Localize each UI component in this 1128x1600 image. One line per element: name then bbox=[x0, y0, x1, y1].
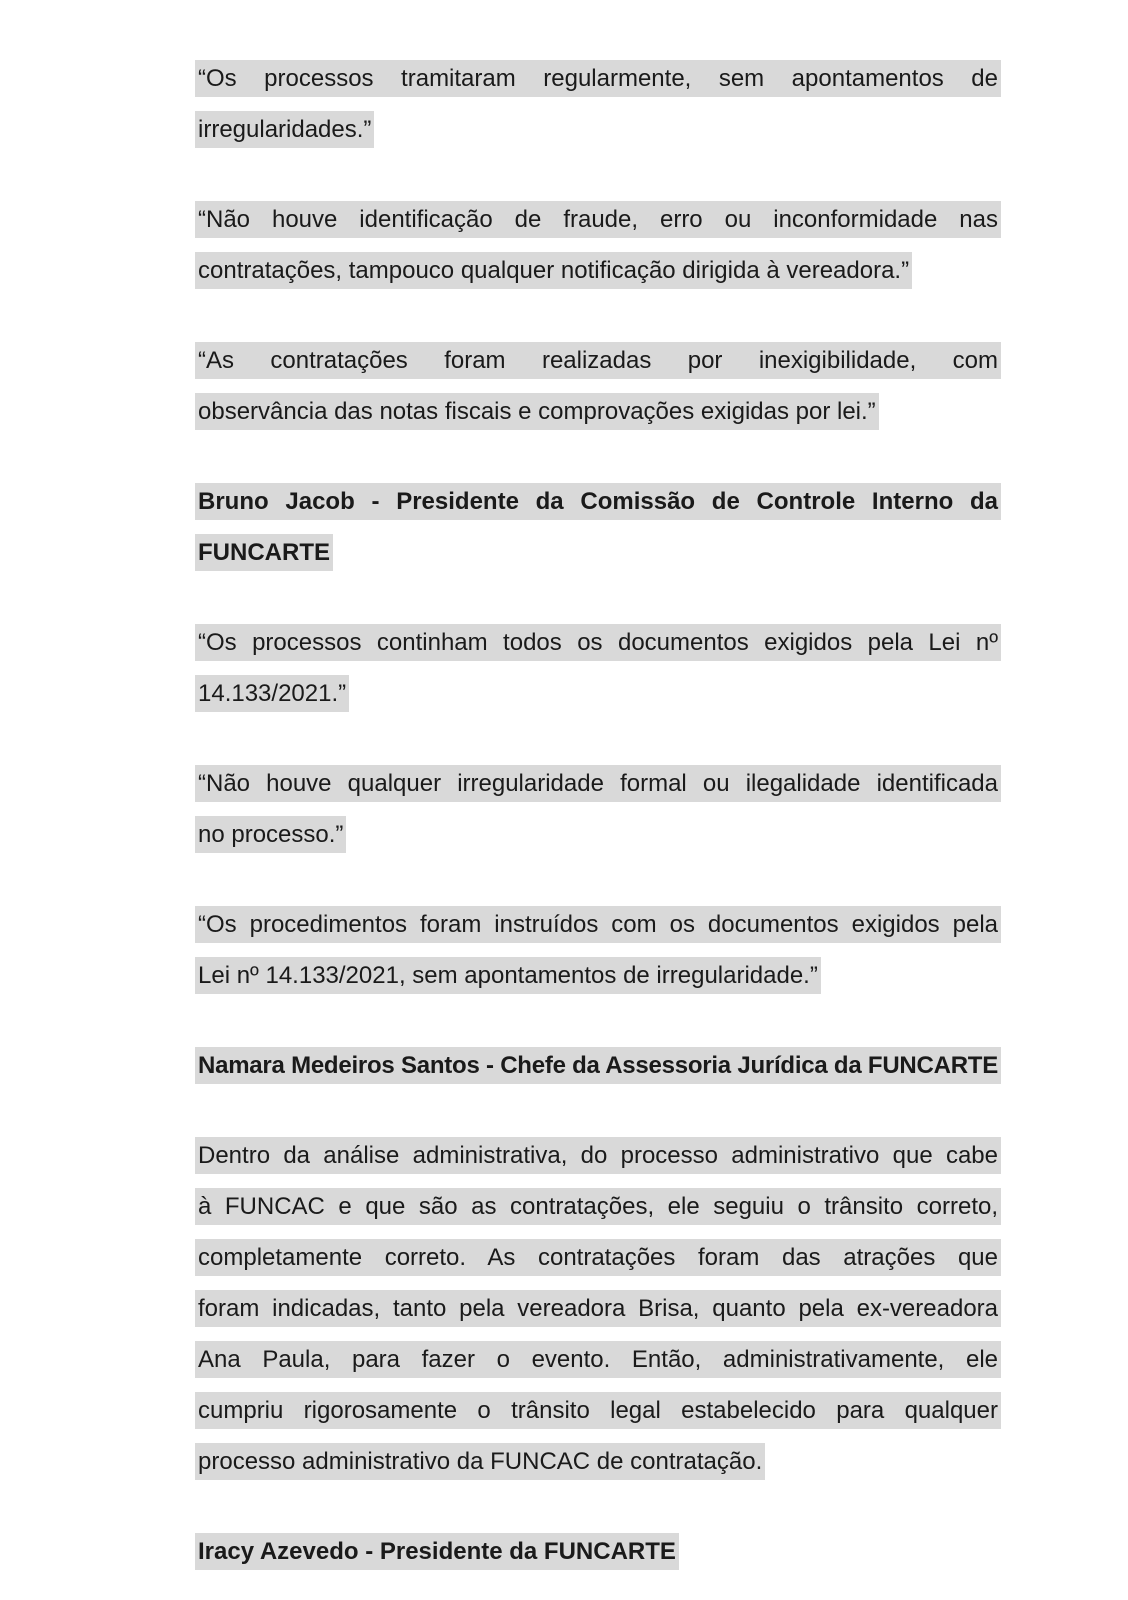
highlighted-text: completamente correto. As contratações foram das atrações que bbox=[195, 1239, 1001, 1276]
document bbox=[195, 53, 998, 1577]
attribution-heading bbox=[195, 476, 998, 578]
quote-paragraph bbox=[195, 53, 998, 155]
quote-paragraph bbox=[195, 617, 998, 719]
attribution-heading bbox=[195, 1526, 995, 1577]
highlighted-text: cumpriu rigorosamente o trânsito legal estabelecido para qualquer bbox=[195, 1392, 1001, 1429]
highlighted-text: “Os procedimentos foram instruídos com os documentos exigidos pela bbox=[195, 906, 1001, 943]
text-line bbox=[195, 899, 998, 950]
text-line bbox=[195, 1334, 998, 1385]
text-line bbox=[195, 617, 998, 668]
text-line bbox=[195, 245, 995, 296]
highlighted-text: foram indicadas, tanto pela vereadora Brisa, quanto pela ex-vereadora bbox=[195, 1290, 1001, 1327]
text-line bbox=[195, 1130, 998, 1181]
highlighted-text: processo administrativo da FUNCAC de contratação. bbox=[195, 1443, 765, 1480]
body-paragraph bbox=[195, 1130, 998, 1487]
text-line bbox=[195, 1040, 998, 1091]
highlighted-text: “Os processos continham todos os documentos exigidos pela Lei nº bbox=[195, 624, 1001, 661]
highlighted-text: 14.133/2021.” bbox=[195, 675, 349, 712]
highlighted-text: irregularidades.” bbox=[195, 111, 374, 148]
text-line bbox=[195, 476, 998, 527]
text-line bbox=[195, 1385, 998, 1436]
text-line bbox=[195, 668, 995, 719]
text-line bbox=[195, 104, 995, 155]
highlighted-text: no processo.” bbox=[195, 816, 346, 853]
highlighted-text: Iracy Azevedo - Presidente da FUNCARTE bbox=[195, 1533, 679, 1570]
text-line bbox=[195, 1526, 995, 1577]
text-line bbox=[195, 527, 995, 578]
highlighted-text: FUNCARTE bbox=[195, 534, 333, 571]
quote-paragraph bbox=[195, 335, 998, 437]
highlighted-text: observância das notas fiscais e comprovações exigidas por lei.” bbox=[195, 393, 879, 430]
highlighted-text: Bruno Jacob - Presidente da Comissão de Controle Interno da bbox=[195, 483, 1001, 520]
text-line bbox=[195, 758, 998, 809]
highlighted-text: “Os processos tramitaram regularmente, sem apontamentos de bbox=[195, 60, 1001, 97]
quote-paragraph bbox=[195, 899, 998, 1001]
text-line bbox=[195, 1181, 998, 1232]
quote-paragraph bbox=[195, 194, 998, 296]
quote-paragraph bbox=[195, 758, 998, 860]
highlighted-text: “Não houve qualquer irregularidade formal ou ilegalidade identificada bbox=[195, 765, 1001, 802]
text-line bbox=[195, 1283, 998, 1334]
highlighted-text: “Não houve identificação de fraude, erro ou inconformidade nas bbox=[195, 201, 1001, 238]
text-line bbox=[195, 194, 998, 245]
text-line bbox=[195, 335, 998, 386]
highlighted-text: Lei nº 14.133/2021, sem apontamentos de irregularidade.” bbox=[195, 957, 821, 994]
text-line bbox=[195, 53, 998, 104]
highlighted-text: “As contratações foram realizadas por inexigibilidade, com bbox=[195, 342, 1001, 379]
text-line bbox=[195, 950, 995, 1001]
text-line bbox=[195, 1232, 998, 1283]
highlighted-text: Namara Medeiros Santos - Chefe da Assessoria Jurídica da FUNCARTE bbox=[195, 1047, 1001, 1084]
highlighted-text: à FUNCAC e que são as contratações, ele seguiu o trânsito correto, bbox=[195, 1188, 1001, 1225]
highlighted-text: Dentro da análise administrativa, do processo administrativo que cabe bbox=[195, 1137, 1001, 1174]
text-line bbox=[195, 1436, 995, 1487]
text-line bbox=[195, 386, 995, 437]
highlighted-text: Ana Paula, para fazer o evento. Então, administrativamente, ele bbox=[195, 1341, 1001, 1378]
text-line bbox=[195, 809, 995, 860]
attribution-heading bbox=[195, 1040, 998, 1091]
highlighted-text: contratações, tampouco qualquer notificação dirigida à vereadora.” bbox=[195, 252, 912, 289]
